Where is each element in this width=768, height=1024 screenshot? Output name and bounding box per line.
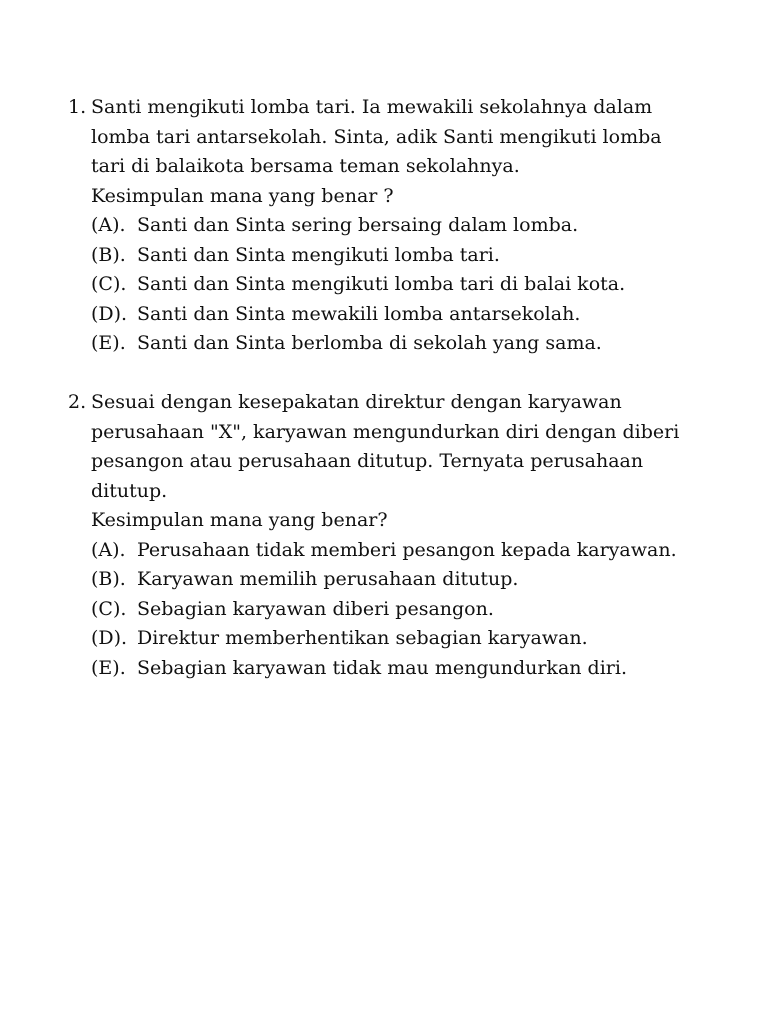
question-1	[68, 93, 728, 359]
question-stem-line: pesangon atau perusahaan ditutup. Ternyata perusahaan	[91, 450, 644, 472]
option-letter: (D).	[91, 627, 128, 649]
question-stem-line: Santi mengikuti lomba tari. Ia mewakili sekolahnya dalam	[91, 96, 653, 118]
question-stem-line: tari di balaikota bersama teman sekolahnya.	[91, 155, 520, 177]
option-text: Sebagian karyawan diberi pesangon.	[137, 597, 494, 620]
option-text: Santi dan Sinta mewakili lomba antarsekolah.	[137, 302, 581, 325]
option-letter: (B).	[91, 243, 126, 266]
option-text: Santi dan Sinta berlomba di sekolah yang sama.	[137, 332, 602, 354]
question-stem-line: perusahaan "X", karyawan mengundurkan diri dengan diberi	[91, 420, 680, 443]
question-number: 2.	[68, 391, 87, 413]
answer-option-a	[91, 536, 728, 566]
option-text: Karyawan memilih perusahaan ditutup.	[137, 568, 519, 590]
option-letter: (C).	[91, 597, 127, 620]
question-body	[91, 388, 728, 683]
answer-option-b	[91, 241, 728, 271]
option-letter: (E).	[91, 332, 126, 354]
question-2	[68, 388, 728, 683]
answer-option-e	[91, 654, 728, 684]
option-letter: (E).	[91, 656, 126, 679]
answer-option-a	[91, 211, 728, 241]
question-prompt: Kesimpulan mana yang benar?	[91, 509, 388, 531]
option-letter: (A).	[91, 214, 126, 236]
option-text: Sebagian karyawan tidak mau mengundurkan diri.	[137, 656, 627, 679]
answer-option-e	[91, 329, 728, 359]
question-prompt: Kesimpulan mana yang benar ?	[91, 184, 394, 207]
option-letter: (C).	[91, 273, 127, 295]
answer-option-c	[91, 595, 728, 625]
option-letter: (D).	[91, 302, 128, 325]
option-text: Perusahaan tidak memberi pesangon kepada karyawan.	[137, 538, 677, 561]
answer-option-b	[91, 565, 728, 595]
question-number: 1.	[68, 96, 87, 118]
answer-options	[91, 211, 728, 359]
option-text: Santi dan Sinta mengikuti lomba tari di balai kota.	[137, 273, 626, 295]
option-letter: (B).	[91, 568, 126, 590]
option-text: Santi dan Sinta mengikuti lomba tari.	[137, 243, 500, 266]
answer-options	[91, 536, 728, 684]
question-stem-line: ditutup.	[91, 479, 168, 502]
answer-option-c	[91, 270, 728, 300]
question-body	[91, 93, 728, 359]
option-letter: (A).	[91, 538, 126, 561]
answer-option-d	[91, 300, 728, 330]
answer-option-d	[91, 624, 728, 654]
option-text: Direktur memberhentikan sebagian karyawan.	[137, 627, 588, 649]
option-text: Santi dan Sinta sering bersaing dalam lomba.	[137, 214, 579, 236]
question-stem-line: Sesuai dengan kesepakatan direktur dengan karyawan	[91, 391, 622, 413]
question-stem-line: lomba tari antarsekolah. Sinta, adik Santi mengikuti lomba	[91, 125, 662, 148]
